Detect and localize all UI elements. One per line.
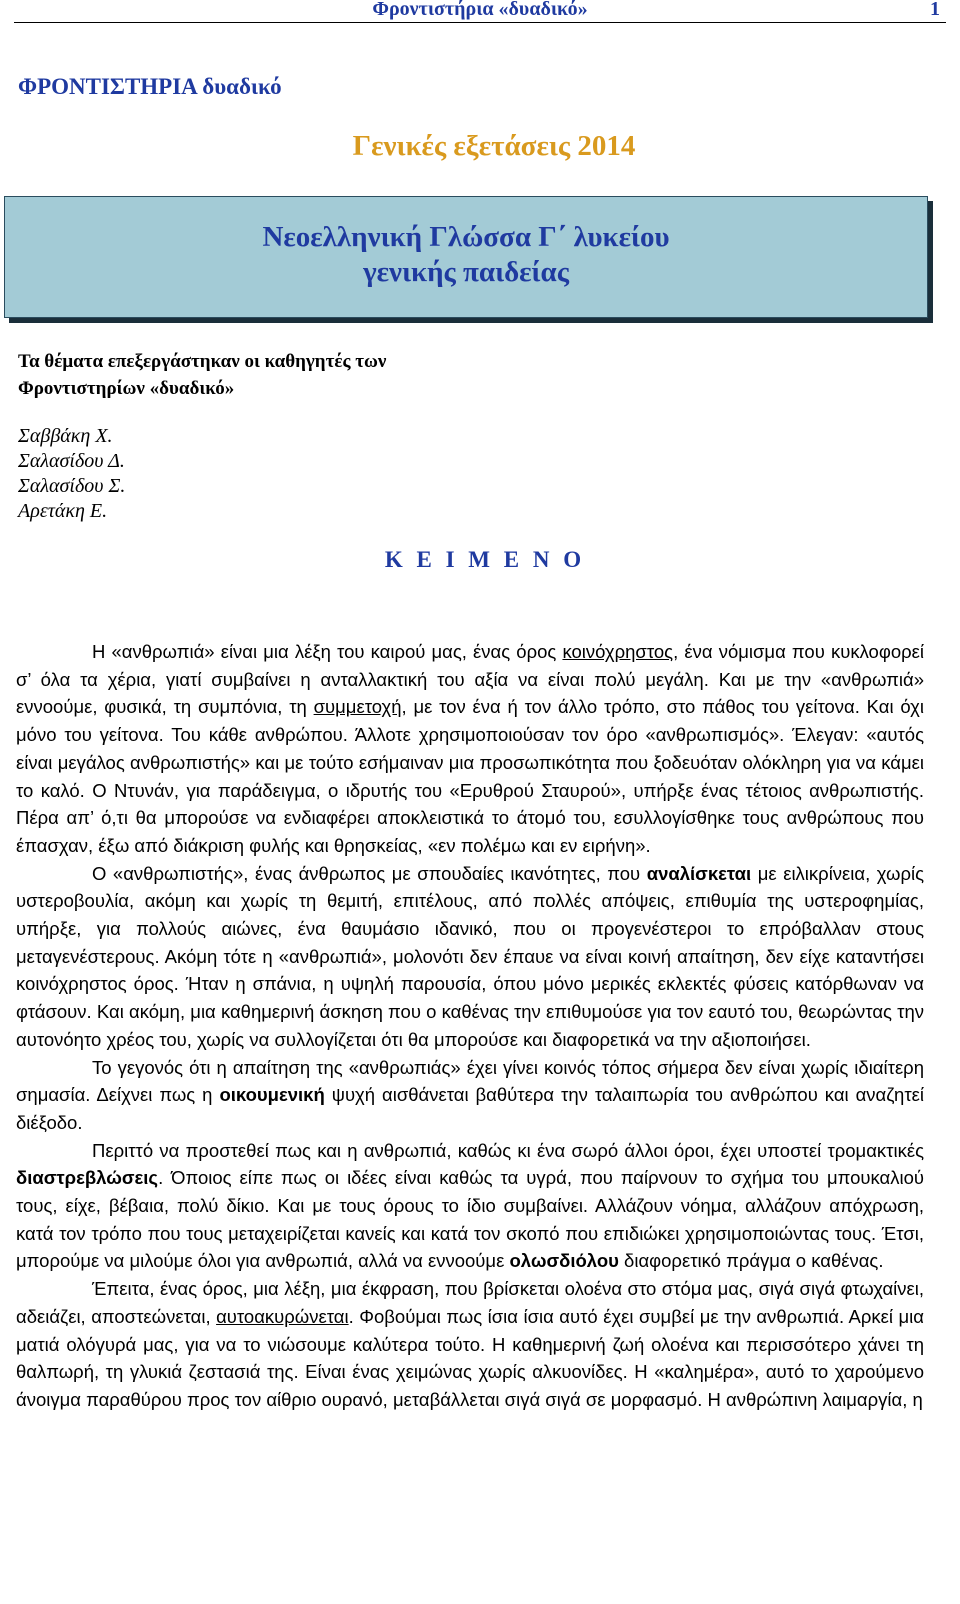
paragraph: [16, 860, 924, 1054]
text-run: . Φοβούμαι πως ίσια ίσια αυτό έχει συμβεί με την ανθρωπιά. Αρκεί μια ματιά ολόγυρά μας, για να το νιώσουμε καλύτερα τούτο. Η καθημερινή ζωή ολοένα και περισσότερο χάνει τη θαλπωρή, τη γλυκιά ζεστασιά της. Είναι ένας χειμώνας χωρίς αλκυονίδες. Η «καλημέρα», αυτό το χαρούμενο άνοιγμα παραθύρου προς τον αίθριο ουρανό, μεταβάλλεται σιγά σιγά σε μορφασμό. Η ανθρώπινη λαιμαργία, η: [16, 1305, 924, 1410]
author: Σαλασίδου Δ.: [18, 450, 125, 472]
text-run: διαφορετικό πράγμα ο καθένας.: [618, 1250, 884, 1272]
author: Σαββάκη Χ.: [18, 425, 113, 447]
paragraph: [16, 1054, 924, 1137]
section-heading: Κ Ε Ι Μ Ε Ν Ο: [384, 547, 586, 572]
underlined-term: συμμετοχή: [313, 696, 402, 718]
text-run: Περιττό να προστεθεί πως και η ανθρωπιά, καθώς κι ένα σωρό άλλοι όροι, έχει υποστεί τρομακτικές: [92, 1139, 924, 1161]
authors-list: [18, 424, 125, 524]
text-run: . Όποιος είπε πως οι ιδέες είναι καθώς τα υγρά, που παίρνουν το σχήμα του μπουκαλιού τους, είχε, βέβαια, πολύ δίκιο. Και με τους όρους το ίδιο συμβαίνει. Αλλάζουν νόημα, αλλάζουν απόχρωση, κατά τον τρόπο που τους μεταχειρίζεται κανείς και κατά τον σκοπό που επιδιώκει χρησιμοποιώντας τους. Έτσι, μπορούμε να μιλούμε όλοι για ανθρωπιά, αλλά να εννοούμε: [16, 1167, 924, 1272]
text-run: Έπειτα, ένας όρος, μια λέξη, μια έκφραση, που βρίσκεται ολοένα στο στόμα μας, σιγά σιγά φτωχαίνει, αδειάζει, αποστεώνεται,: [16, 1278, 924, 1327]
text-run: , με τον ένα ή τον άλλο τρόπο, στο πάθος του γείτονα. Και όχι μόνο του γείτονα. Του κάθε ανθρώπου. Άλλοτε χρησιμοποιούσαν τον όρο «ανθρωπισμός». Έλεγαν: «αυτός είναι μεγάλος ανθρωπιστής» και με τούτο εσήμαιναν μια προσωπικότητα που ξοδευόταν ολόκληρη για να κάμει το καλό. Ο Ντυνάν, για παράδειγμα, ο ιδρυτής του «Ερυθρού Σταυρού», υπήρξε ένας τέτοιος ανθρωπιστής. Πέρα απ’ ό,τι θα μπορούσε να ενδιαφέρει αποκλειστικά το άτομό του, εσυλλογίσθηκε τους ανθρώπους που έπασχαν, έξω από διάκριση φυλής και θρησκείας, «εν πολέμω και εν ειρήνη».: [16, 696, 924, 856]
subject-line-1: Νεοελληνική Γλώσσα Γ΄ λυκείου: [262, 221, 670, 253]
text-run: , ένα νόμισμα που κυκλοφορεί σ’ όλα τα χέρια, γιατί συμβαίνει η ανταλλακτική του αξία να είναι πολύ μεγάλη. Και με την «ανθρωπιά» εννοούμε, φυσικά, τη συμπόνια, τη: [16, 641, 924, 718]
bold-term: αναλίσκεται: [646, 862, 752, 884]
running-header: [14, 0, 946, 23]
author: Αρετάκη Ε.: [18, 500, 108, 522]
prepared-by-line-1: Τα θέματα επεξεργάστηκαν οι καθηγητές των: [18, 351, 387, 372]
bold-term: οικουμενική: [219, 1084, 325, 1106]
text-run: με ειλικρίνεια, χωρίς υστεροβουλία, ακόμη και χωρίς τη θεμιτή, επιτέλους, από πολλές απόψεις, επιθυμία της υστεροφημίας, υπήρξε, για πολλούς αιώνες, ένα θαυμάσιο ιδανικό, που οι προγενέστεροι το επρόβαλλαν στους μεταγενέστερους. Ακόμη τότε η «ανθρωπιά», μολονότι δεν έπαυε να είναι κοινή απαίτηση, δεν είχε καταντήσει κοινόχρηστος όρος. Ήταν η σπάνια, η υψηλή παρουσία, όπου μόνο μερικές εκλεκτές φύσεις κατόρθωναν να φτάσουν. Και ακόμη, μια καθημερινή άσκηση που ο καθένας την επιθυμούσε για τον εαυτό του, θεωρώντας την αυτονόητο χρέος του, χωρίς να συλλογίζεται ότι θα μπορούσε και διαφορετικά να την αξιοποιήσει.: [16, 862, 925, 1050]
brand-name: ΦΡΟΝΤΙΣΤΗΡΙΑ δυαδικό: [18, 74, 282, 99]
header-title: Φροντιστήρια «δυαδικό»: [372, 0, 588, 20]
text-run: ψυχή αισθάνεται βαθύτερα την ταλαιπωρία του ανθρώπου και αναζητεί διέξοδο.: [16, 1084, 924, 1133]
text-run: Η «ανθρωπιά» είναι μια λέξη του καιρού μας, ένας όρος: [92, 641, 563, 662]
page-number: 1: [930, 0, 940, 20]
bold-term: ολωσδιόλου: [509, 1250, 619, 1272]
underlined-term: κοινόχρηστος: [562, 641, 674, 662]
paragraph: [16, 1137, 924, 1276]
paragraph: [16, 638, 924, 860]
prepared-by-line-2: Φροντιστηρίων «δυαδικό»: [18, 378, 235, 399]
article-text: [16, 638, 924, 1414]
paragraph: [16, 1275, 924, 1414]
subject-line-2: γενικής παιδείας: [363, 256, 569, 288]
subject-banner: [4, 196, 928, 318]
bold-term: διαστρεβλώσεις: [16, 1167, 159, 1189]
text-run: Το γεγονός ότι η απαίτηση της «ανθρωπιάς» έχει γίνει κοινός τόπος σήμερα δεν είναι χωρίς ιδιαίτερη σημασία. Δείχνει πως η: [16, 1056, 924, 1106]
author: Σαλασίδου Σ.: [18, 475, 126, 497]
prepared-by: [18, 348, 386, 402]
underlined-term: αυτοακυρώνεται: [216, 1305, 349, 1327]
text-run: Ο «ανθρωπιστής», ένας άνθρωπος με σπουδαίες ικανότητες, που: [92, 862, 647, 884]
exam-title: Γενικές εξετάσεις 2014: [352, 130, 636, 162]
